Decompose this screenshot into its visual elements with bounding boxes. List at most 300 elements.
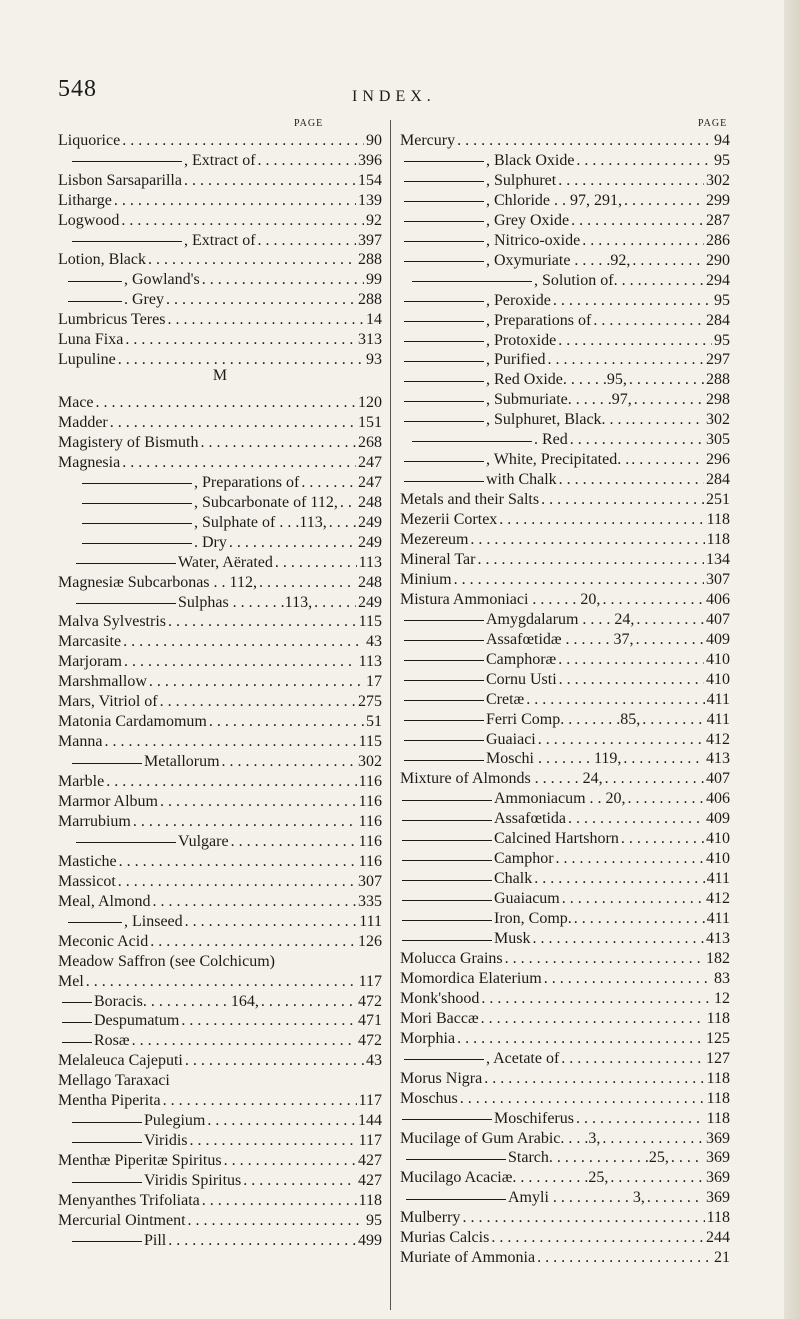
entry-term: Magistery of Bismuth xyxy=(58,433,199,451)
index-entry xyxy=(400,969,730,989)
index-entry xyxy=(400,530,730,550)
ditto-rule xyxy=(404,1059,484,1060)
entry-page: 397 xyxy=(358,231,382,249)
index-entry xyxy=(58,892,382,912)
entry-term: Pulegium xyxy=(144,1112,206,1130)
ditto-rule xyxy=(404,341,484,342)
entry-term: Lotion, Black xyxy=(58,251,146,269)
index-entry xyxy=(58,1131,382,1151)
entry-term: Menyanthes Trifoliata xyxy=(58,1192,200,1209)
entry-term: Massicot xyxy=(58,872,116,890)
leader-dots xyxy=(202,270,364,290)
leader-dots xyxy=(602,590,704,610)
entry-term: Mercury xyxy=(400,132,456,149)
entry-page: 43 xyxy=(366,633,382,651)
entry-term: Assafœtidæ . . . . . . 37, xyxy=(486,630,634,648)
entry-page: 294 xyxy=(706,271,730,289)
index-entry xyxy=(400,809,730,829)
entry-page: 115 xyxy=(358,733,382,751)
leader-dots xyxy=(462,1208,704,1228)
index-entry xyxy=(400,171,730,191)
index-entry xyxy=(400,430,730,450)
ditto-rule xyxy=(412,441,532,442)
leader-dots xyxy=(558,331,712,351)
entry-term: , Gowland's xyxy=(124,271,200,289)
entry-term: Despumatum xyxy=(94,1012,180,1030)
entry-page: 288 xyxy=(706,371,730,389)
leader-dots xyxy=(152,892,356,912)
leader-dots xyxy=(189,1131,356,1151)
entry-page: 17 xyxy=(366,673,382,691)
index-entry xyxy=(58,872,382,892)
leader-dots xyxy=(123,632,364,652)
entry-term: Mastiche xyxy=(58,852,117,870)
leader-dots xyxy=(133,812,357,832)
entry-page: 95 xyxy=(714,291,730,309)
ditto-rule xyxy=(404,461,484,462)
index-entry xyxy=(400,1069,730,1089)
leader-dots xyxy=(86,972,357,992)
leader-dots xyxy=(209,712,364,732)
index-entry xyxy=(58,932,382,952)
entry-term: Ferri Comp. . . . . . . .85, xyxy=(486,710,641,728)
leader-dots xyxy=(231,832,357,852)
index-entry xyxy=(400,869,730,889)
ditto-rule xyxy=(402,920,492,921)
index-entry xyxy=(400,131,730,151)
index-entry xyxy=(58,553,382,573)
index-entry xyxy=(400,1009,730,1029)
entry-page: 427 xyxy=(358,1152,382,1170)
ditto-rule xyxy=(82,523,192,524)
entry-term: , Black Oxide xyxy=(486,151,575,169)
leader-dots xyxy=(537,1248,712,1268)
ditto-rule xyxy=(402,820,492,821)
index-entry xyxy=(400,291,730,311)
index-entry xyxy=(400,1129,730,1149)
index-entry xyxy=(400,211,730,231)
entry-page: 118 xyxy=(706,1109,730,1127)
entry-page: 95 xyxy=(714,331,730,349)
index-entry xyxy=(58,992,382,1012)
leader-dots xyxy=(160,792,357,812)
index-entry xyxy=(58,453,382,473)
index-entry xyxy=(400,849,730,869)
entry-term: Chalk xyxy=(494,870,533,888)
entry-term: , Subcarbonate of 112, xyxy=(194,493,338,511)
entry-term: , Extract of xyxy=(184,151,256,169)
entry-term: Meal, Almond xyxy=(58,892,151,910)
leader-dots xyxy=(570,430,704,450)
index-entry xyxy=(58,852,382,872)
leader-dots xyxy=(605,769,704,789)
entry-term: Meadow Saffron (see Colchicum) xyxy=(58,952,275,970)
entry-term: Marrubium xyxy=(58,812,131,830)
leader-dots xyxy=(562,889,704,909)
ditto-rule xyxy=(82,543,192,544)
ditto-rule xyxy=(404,261,484,262)
leader-dots xyxy=(329,513,356,533)
index-entry xyxy=(400,909,730,929)
entry-term: Moschiferus xyxy=(494,1109,574,1127)
entry-term: Cretæ xyxy=(486,690,525,708)
entry-page: 307 xyxy=(706,570,730,588)
entry-page: 410 xyxy=(706,670,730,688)
entry-page: 302 xyxy=(706,171,730,189)
entry-page: 249 xyxy=(358,593,382,611)
index-entry xyxy=(58,772,382,792)
entry-term: , Acetate of xyxy=(486,1049,560,1067)
entry-term: Amygdalarum . . . . 24, xyxy=(486,610,635,628)
leader-dots xyxy=(544,969,712,989)
index-entry xyxy=(400,949,730,969)
leader-dots xyxy=(119,852,357,872)
leader-dots xyxy=(534,869,704,889)
leader-dots xyxy=(491,1228,704,1248)
index-entry xyxy=(400,550,730,570)
leader-dots xyxy=(576,151,712,171)
entry-term: Metallorum xyxy=(144,753,220,771)
entry-page: 93 xyxy=(366,350,382,368)
entry-term: Manna xyxy=(58,733,103,751)
index-entry xyxy=(400,311,730,331)
index-entry xyxy=(58,812,382,832)
entry-term: Muriate of Ammonia xyxy=(400,1249,536,1267)
index-entry xyxy=(58,1191,382,1211)
entry-term: . Red xyxy=(534,431,568,449)
index-entry xyxy=(58,330,382,350)
entry-term: Luna Fixa xyxy=(58,331,124,348)
index-entry xyxy=(58,1091,382,1111)
leader-dots xyxy=(499,510,704,530)
index-entry xyxy=(400,1049,730,1069)
entry-page: 118 xyxy=(706,1089,730,1107)
ditto-rule xyxy=(404,241,484,242)
index-entry xyxy=(400,1208,730,1228)
index-entry xyxy=(400,350,730,370)
leader-dots xyxy=(561,1049,704,1069)
entry-page: 248 xyxy=(358,493,382,511)
leader-dots xyxy=(454,570,704,590)
leader-dots xyxy=(621,829,704,849)
entry-page: 118 xyxy=(358,1192,382,1209)
entry-page: 284 xyxy=(706,471,730,489)
entry-page: 154 xyxy=(358,171,382,189)
entry-term: , Grey Oxide xyxy=(486,211,570,229)
ditto-rule xyxy=(404,720,484,721)
entry-term: Molucca Grains xyxy=(400,949,503,967)
index-entry xyxy=(58,1151,382,1171)
leader-dots xyxy=(582,231,704,251)
ditto-rule xyxy=(404,401,484,402)
leader-dots xyxy=(548,350,704,370)
index-entry xyxy=(400,410,730,430)
leader-dots xyxy=(96,393,356,413)
ditto-rule xyxy=(62,1042,92,1043)
entry-term: Viridis Spiritus xyxy=(144,1172,242,1190)
entry-page: 411 xyxy=(706,910,730,928)
entry-page: 113 xyxy=(358,553,382,571)
leader-dots xyxy=(481,989,712,1009)
entry-page: 407 xyxy=(706,610,730,628)
leader-dots xyxy=(163,1091,357,1111)
leader-dots xyxy=(556,849,704,869)
leader-dots xyxy=(200,433,356,453)
entry-term: Boracis. . . . . . . . . . . 164, xyxy=(94,992,259,1010)
entry-term: , Sulphuret xyxy=(486,171,557,189)
leader-dots xyxy=(181,1011,356,1031)
entry-page: 296 xyxy=(706,451,730,469)
entry-page: 116 xyxy=(358,832,382,850)
index-entry xyxy=(58,593,382,613)
index-entry xyxy=(400,1029,730,1049)
leader-dots xyxy=(224,1151,356,1171)
entry-term: Mucilage of Gum Arabic. . . .3, xyxy=(400,1129,601,1147)
entry-page: 406 xyxy=(706,590,730,608)
index-entry xyxy=(58,191,382,211)
entry-term: Mixture of Almonds . . . . . . 24, xyxy=(400,770,603,788)
entry-term: Calcined Hartshorn xyxy=(494,830,619,848)
entry-page: 409 xyxy=(706,810,730,828)
index-entry xyxy=(400,450,730,470)
entry-page: 302 xyxy=(706,411,730,429)
leader-dots xyxy=(125,330,356,350)
index-entry xyxy=(58,310,382,330)
leader-dots xyxy=(559,670,704,690)
index-entry xyxy=(58,1011,382,1031)
leader-dots xyxy=(104,732,356,752)
ditto-rule xyxy=(72,763,142,764)
index-entry xyxy=(58,1051,382,1071)
entry-page: 127 xyxy=(706,1049,730,1067)
leader-dots xyxy=(207,1111,356,1131)
entry-term: Lisbon Sarsaparilla xyxy=(58,171,182,189)
index-entry xyxy=(58,290,382,310)
entry-page: 182 xyxy=(706,949,730,967)
leader-dots xyxy=(259,573,356,593)
entry-page: 290 xyxy=(706,251,730,269)
entry-term: Logwood xyxy=(58,211,120,229)
entry-page: 115 xyxy=(358,613,382,631)
entry-page: 95 xyxy=(366,1211,382,1229)
ditto-rule xyxy=(72,1182,142,1183)
entry-page: 118 xyxy=(706,1069,730,1087)
entry-term: , Purified xyxy=(486,351,546,369)
leader-dots xyxy=(541,490,704,510)
entry-page: 139 xyxy=(358,191,382,209)
index-entry xyxy=(400,251,730,271)
entry-page: 369 xyxy=(706,1129,730,1147)
leader-dots xyxy=(538,730,704,750)
entry-term: Viridis xyxy=(144,1132,188,1150)
index-entry xyxy=(400,730,730,750)
leader-dots xyxy=(222,752,356,772)
leader-dots xyxy=(168,1231,356,1251)
index-entry xyxy=(400,610,730,630)
index-entry xyxy=(58,231,382,251)
ditto-rule xyxy=(76,563,176,564)
leader-dots xyxy=(470,530,704,550)
entry-page: 151 xyxy=(358,413,382,431)
entry-page: 83 xyxy=(714,969,730,987)
entry-page: 248 xyxy=(358,573,382,591)
index-entry xyxy=(400,1089,730,1109)
entry-term: Amyli . . . . . . . . . . 3, xyxy=(508,1189,645,1207)
ditto-rule xyxy=(404,640,484,641)
entry-page: 410 xyxy=(706,850,730,868)
ditto-rule xyxy=(72,241,182,242)
entry-page: 412 xyxy=(706,890,730,908)
entry-term: Cornu Usti xyxy=(486,670,557,688)
index-entry xyxy=(58,1111,382,1131)
leader-dots xyxy=(574,909,705,929)
entry-term: Melaleuca Cajeputi xyxy=(58,1052,183,1070)
running-title: INDEX. xyxy=(352,88,436,105)
leader-dots xyxy=(121,211,364,231)
entry-term: Litharge xyxy=(58,191,112,209)
index-entry xyxy=(58,672,382,692)
leader-dots xyxy=(624,191,704,211)
leader-dots xyxy=(644,271,704,291)
leader-dots xyxy=(481,1009,705,1029)
entry-term: , Sulphuret, Black. . . . xyxy=(486,411,630,429)
entry-term: Morphia xyxy=(400,1029,456,1047)
index-entry xyxy=(400,650,730,670)
leader-dots xyxy=(132,1031,356,1051)
entry-page: 117 xyxy=(358,972,382,990)
leader-dots xyxy=(593,311,704,331)
index-entry xyxy=(400,590,730,610)
entry-term: Moschi . . . . . . . 119, xyxy=(486,750,622,768)
entry-term: Mel xyxy=(58,972,84,990)
entry-page: 288 xyxy=(358,251,382,269)
right-column xyxy=(400,0,730,1319)
ditto-rule xyxy=(68,301,122,302)
entry-term: Minium xyxy=(400,570,452,588)
entry-term: , Sulphate of . . .113, xyxy=(194,513,327,531)
index-entry xyxy=(400,390,730,410)
ditto-rule xyxy=(402,1119,492,1120)
index-entry xyxy=(400,670,730,690)
entry-term: , Oxymuriate . . . . .92, xyxy=(486,251,631,269)
leader-dots xyxy=(457,1029,704,1049)
index-entry xyxy=(58,573,382,593)
leader-dots xyxy=(558,650,704,670)
ditto-rule xyxy=(62,1002,92,1003)
index-entry xyxy=(400,1109,730,1129)
entry-page: 251 xyxy=(706,491,730,509)
ditto-rule xyxy=(404,680,484,681)
leader-dots xyxy=(124,652,357,672)
entry-term: Mars, Vitriol of xyxy=(58,693,158,711)
ditto-rule xyxy=(402,800,492,801)
leader-dots xyxy=(628,789,704,809)
leader-dots xyxy=(629,370,704,390)
index-entry xyxy=(400,929,730,949)
entry-page: 113 xyxy=(358,653,382,671)
index-entry xyxy=(58,952,382,972)
entry-term: Meconic Acid xyxy=(58,932,149,950)
entry-page: 411 xyxy=(706,710,730,728)
leader-dots xyxy=(148,250,356,270)
page-edge xyxy=(784,0,800,1319)
entry-page: 117 xyxy=(358,1092,382,1110)
index-entry xyxy=(58,632,382,652)
ditto-rule xyxy=(404,760,484,761)
entry-term: Marshmallow xyxy=(58,673,147,691)
ditto-rule xyxy=(404,221,484,222)
ditto-rule xyxy=(72,1142,142,1143)
ditto-rule xyxy=(72,1122,142,1123)
entry-term: , Peroxide xyxy=(486,291,551,309)
ditto-rule xyxy=(412,281,532,282)
entry-page: 472 xyxy=(358,1032,382,1050)
leader-dots xyxy=(106,772,356,792)
entry-term: Moschus xyxy=(400,1089,458,1107)
index-entry xyxy=(58,612,382,632)
entry-page: 307 xyxy=(358,872,382,890)
index-entry xyxy=(58,171,382,191)
index-entry xyxy=(58,912,382,932)
entry-page: 369 xyxy=(706,1149,730,1167)
entry-page: 287 xyxy=(706,211,730,229)
index-entry xyxy=(58,473,382,493)
index-entry xyxy=(58,270,382,290)
index-entry xyxy=(58,792,382,812)
leader-dots xyxy=(642,710,704,730)
entry-term: , Submuriate. . . . . .97, xyxy=(486,391,632,409)
entry-term: Mellago Taraxaci xyxy=(58,1072,170,1090)
entry-term: Matonia Cardamomum xyxy=(58,713,207,731)
entry-page: 118 xyxy=(706,511,730,529)
entry-term: Pill xyxy=(144,1231,167,1249)
entry-page: 134 xyxy=(706,550,730,568)
entry-page: 302 xyxy=(358,753,382,771)
leader-dots xyxy=(114,191,356,211)
entry-term: Metals and their Salts xyxy=(400,491,540,509)
index-entry xyxy=(400,1148,730,1168)
entry-page: 335 xyxy=(358,892,382,910)
entry-page: 249 xyxy=(358,533,382,551)
leader-dots xyxy=(258,151,356,171)
entry-page: 118 xyxy=(706,1009,730,1027)
column-divider xyxy=(390,120,391,1310)
entry-page: 12 xyxy=(714,989,730,1007)
ditto-rule xyxy=(404,660,484,661)
ditto-rule xyxy=(404,301,484,302)
index-entry xyxy=(400,1228,730,1248)
leader-dots xyxy=(632,410,704,430)
ditto-rule xyxy=(76,842,176,843)
index-entry xyxy=(58,1231,382,1251)
entry-page: 305 xyxy=(706,431,730,449)
ditto-rule xyxy=(404,161,484,162)
entry-term: Sulphas . . . . . . .113, xyxy=(178,593,313,611)
entry-term: Madder xyxy=(58,413,108,431)
entry-page: 407 xyxy=(706,770,730,788)
entry-term: Mucilago Acaciæ. . . . . . . . . .25, xyxy=(400,1169,609,1187)
entry-page: 427 xyxy=(358,1172,382,1190)
entry-page: 120 xyxy=(358,394,382,411)
entry-term: Monk'shood xyxy=(400,989,480,1007)
leader-dots xyxy=(634,390,704,410)
ditto-rule xyxy=(82,483,192,484)
ditto-rule xyxy=(402,940,492,941)
leader-dots xyxy=(167,310,364,330)
entry-term: Mezerii Cortex xyxy=(400,511,498,529)
entry-term: Mace xyxy=(58,394,94,411)
entry-page: 410 xyxy=(706,830,730,848)
